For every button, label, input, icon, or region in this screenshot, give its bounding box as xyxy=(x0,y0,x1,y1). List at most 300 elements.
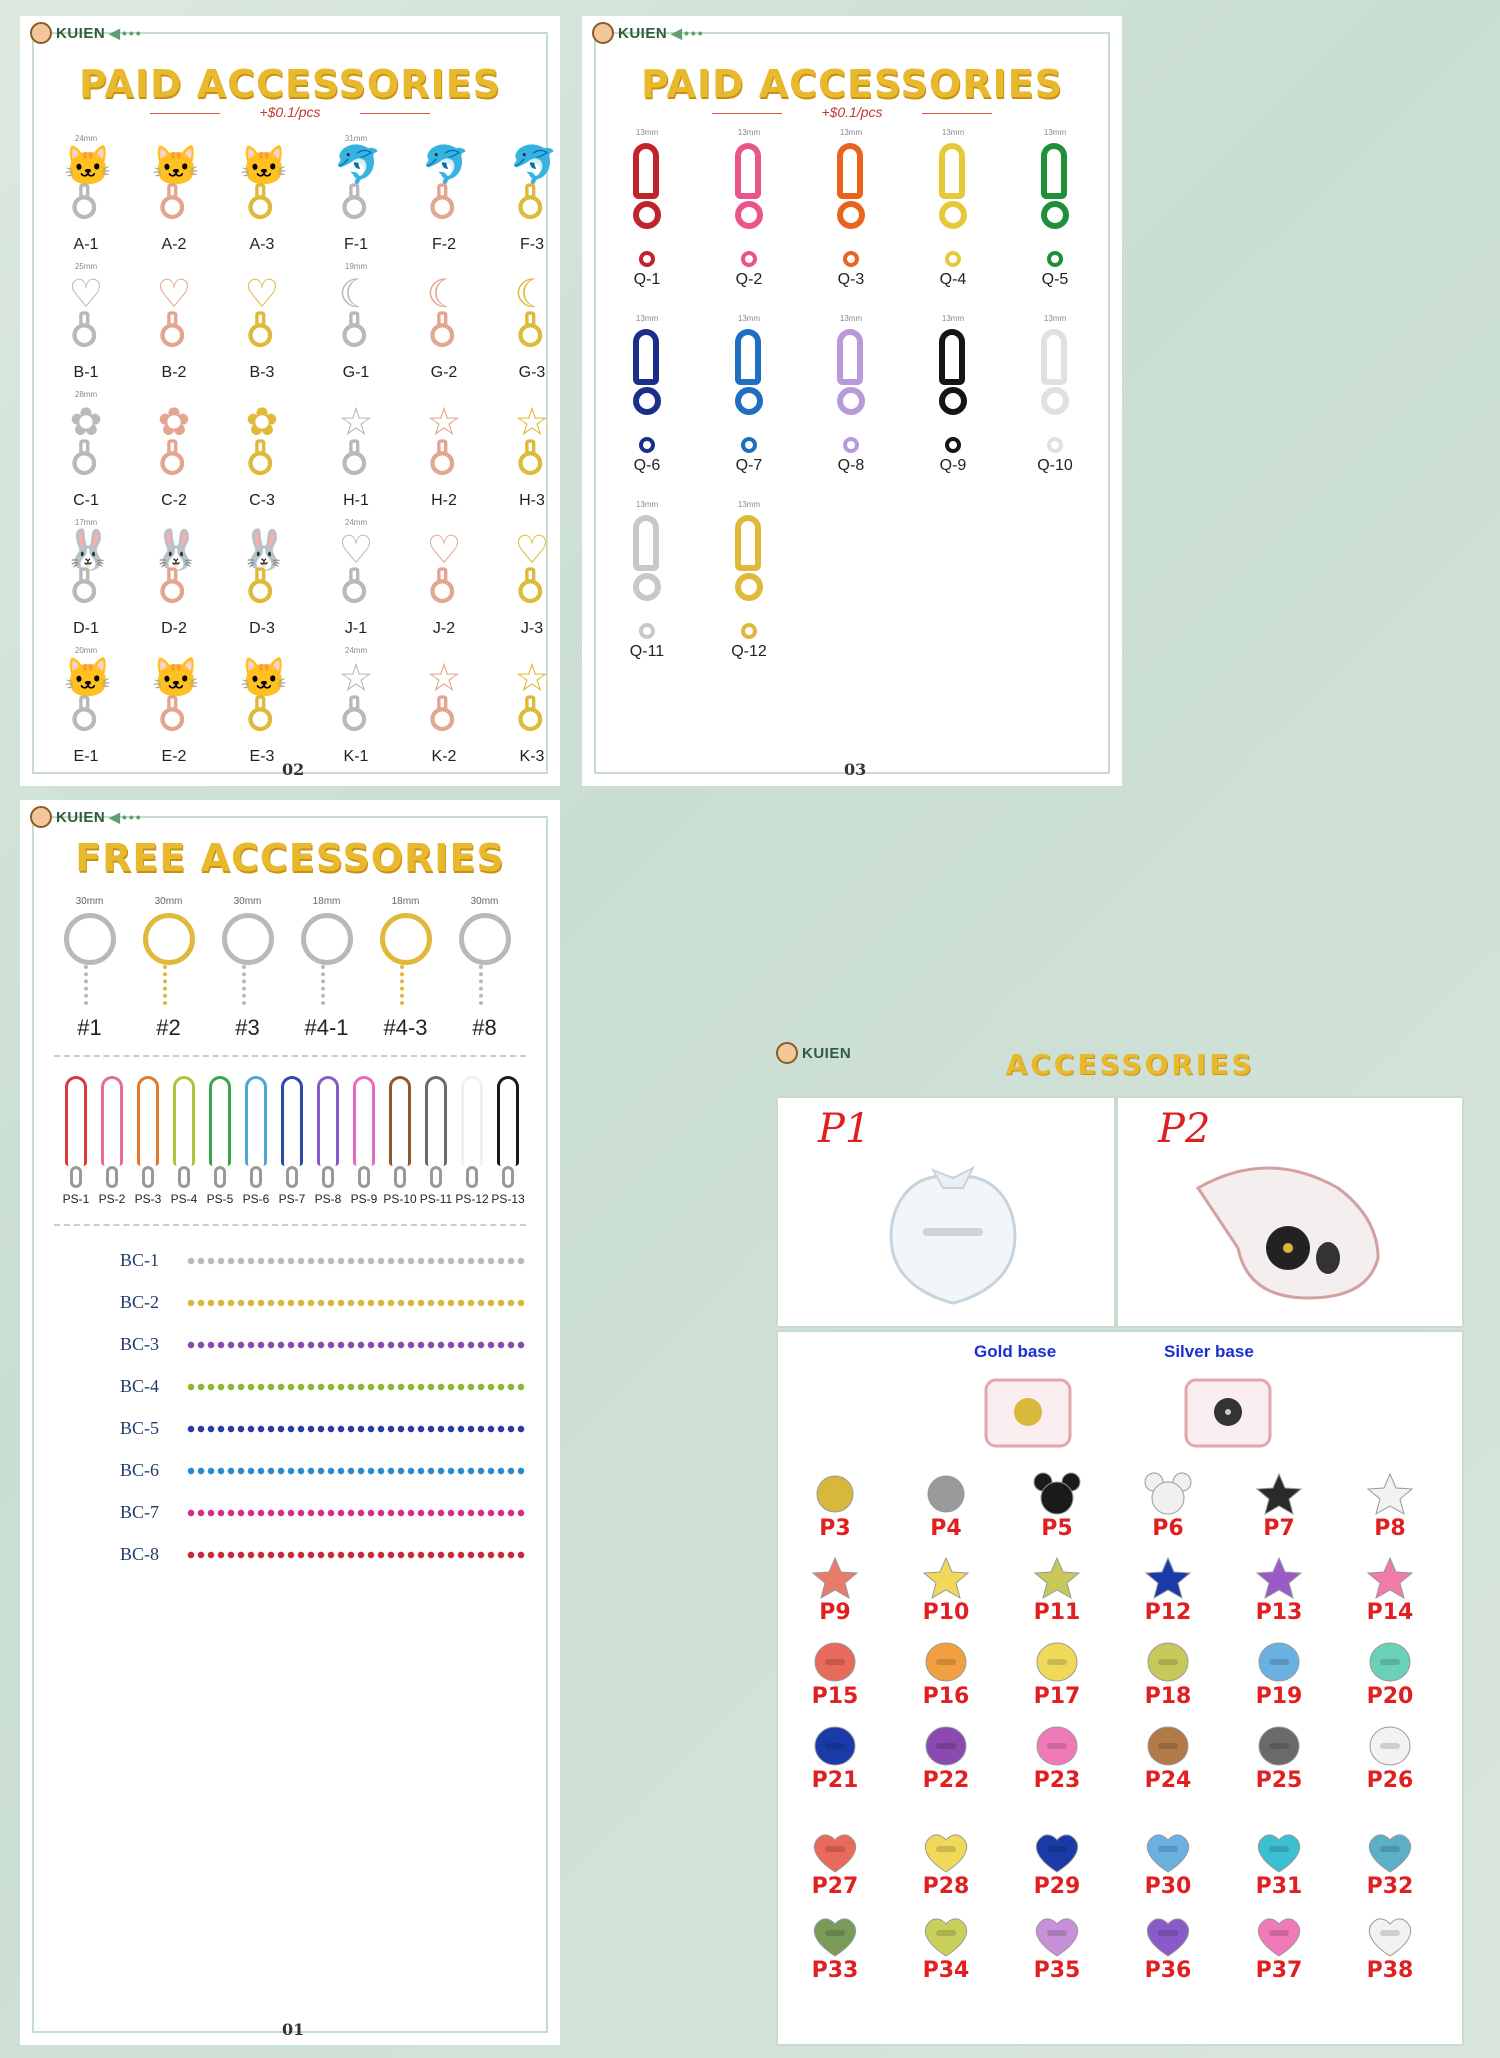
hook-item[interactable] xyxy=(130,518,218,646)
section-divider xyxy=(54,1055,526,1057)
pin-back-item[interactable] xyxy=(1123,1830,1213,1910)
clasp-body-icon xyxy=(1041,143,1067,199)
ball-chain-image xyxy=(186,1467,526,1475)
snap-hook-image xyxy=(331,399,382,487)
mascot-icon xyxy=(30,806,52,828)
snap-hook-image xyxy=(419,143,471,231)
item-code: #4-1 xyxy=(304,1015,349,1040)
hook-item[interactable] xyxy=(312,134,400,262)
pin-back-item[interactable] xyxy=(1012,1724,1102,1804)
item-code: PS-8 xyxy=(314,1192,342,1206)
phone-strap-item[interactable] xyxy=(130,1076,166,1216)
item-code: A-3 xyxy=(249,236,275,253)
clasp-icon xyxy=(502,1166,514,1188)
hook-item[interactable] xyxy=(312,390,400,518)
pin-back-item[interactable] xyxy=(1345,1472,1435,1552)
jump-ring-icon xyxy=(843,251,859,267)
dimension-label: 13mm xyxy=(635,128,659,137)
cat-icon: 🐱 xyxy=(151,143,201,188)
snap-hook-image xyxy=(149,655,201,743)
hook-item[interactable] xyxy=(130,134,218,262)
item-code: Q-6 xyxy=(633,457,661,474)
pin-back-item[interactable] xyxy=(1234,1724,1324,1804)
pin-back-item[interactable] xyxy=(1123,1914,1213,1994)
clasp-icon xyxy=(106,1166,118,1188)
hook-item[interactable] xyxy=(312,646,400,774)
item-code: B-1 xyxy=(73,364,99,381)
snap-hook-image xyxy=(61,655,113,743)
hook-item[interactable] xyxy=(400,646,488,774)
oval-pin-back-icon xyxy=(807,1640,863,1684)
chain-icon xyxy=(84,965,96,1005)
lobster-clasp-image xyxy=(729,329,769,429)
key-ring-icon xyxy=(143,913,195,965)
lobster-clasp-image xyxy=(627,515,667,615)
hook-item[interactable] xyxy=(400,262,488,390)
pin-back-item[interactable] xyxy=(790,1830,880,1910)
pin-back-item[interactable] xyxy=(1123,1724,1213,1804)
hook-item[interactable] xyxy=(488,518,576,646)
dimension-label: 13mm xyxy=(737,314,761,323)
ring-icon xyxy=(837,387,865,415)
hook-item[interactable] xyxy=(42,262,130,390)
star-icon: ☆ xyxy=(426,399,462,444)
clasp-item[interactable] xyxy=(596,500,698,670)
ball-chain-item[interactable] xyxy=(120,1460,526,1481)
oval-pin-back-icon xyxy=(918,1640,974,1684)
phone-strap-item[interactable] xyxy=(490,1076,526,1216)
mascot-icon xyxy=(592,22,614,44)
heart-pin-back-icon xyxy=(1251,1830,1307,1874)
p1-strawberry-pin-image xyxy=(873,1158,1033,1308)
hook-item[interactable] xyxy=(218,390,306,518)
clasp-item[interactable] xyxy=(800,314,902,484)
p1-panel xyxy=(776,1096,1116,1328)
clasp-icon xyxy=(430,1166,442,1188)
keyring-item[interactable] xyxy=(208,896,287,1076)
item-code: P21 xyxy=(811,1768,859,1793)
lobster-clasp-image xyxy=(729,143,769,243)
pin-back-item[interactable] xyxy=(1012,1830,1102,1910)
hook-item[interactable] xyxy=(488,390,576,518)
hook-item[interactable] xyxy=(400,390,488,518)
pin-back-item[interactable] xyxy=(790,1914,880,1994)
item-code: BC-1 xyxy=(120,1250,160,1270)
ring-icon xyxy=(430,707,454,731)
ring-icon xyxy=(430,323,454,347)
clasp-body-icon xyxy=(939,143,965,199)
item-code: Q-10 xyxy=(1037,457,1073,474)
ring-icon xyxy=(1041,201,1069,229)
moon-icon: ☾ xyxy=(514,271,550,316)
dimension-label: 13mm xyxy=(1043,128,1067,137)
ball-chain-item[interactable] xyxy=(120,1502,526,1523)
ball-chain-item[interactable] xyxy=(120,1544,526,1565)
hook-item[interactable] xyxy=(488,646,576,774)
dimension-label: 19mm xyxy=(344,262,368,271)
heart-icon: ♡ xyxy=(338,527,374,572)
clasp-item[interactable] xyxy=(698,500,800,670)
clasp-icon xyxy=(394,1166,406,1188)
keyring-item[interactable] xyxy=(366,896,445,1076)
item-code: P34 xyxy=(922,1958,970,1983)
item-code: C-3 xyxy=(249,492,275,509)
pin-back-item[interactable] xyxy=(901,1556,991,1636)
jump-ring-icon xyxy=(1047,437,1063,453)
pin-back-item[interactable] xyxy=(1123,1556,1213,1636)
phone-strap-item[interactable] xyxy=(346,1076,382,1216)
item-code: P9 xyxy=(819,1600,851,1625)
pin-back-item[interactable] xyxy=(1234,1830,1324,1910)
phone-strap-item[interactable] xyxy=(58,1076,94,1216)
oval-pin-back-icon xyxy=(1140,1724,1196,1768)
dimension-label: 30mm xyxy=(470,896,499,907)
snap-hook-image xyxy=(419,655,470,743)
ring-icon xyxy=(430,195,454,219)
item-code: PS-11 xyxy=(419,1192,453,1206)
pin-back-item[interactable] xyxy=(1345,1914,1435,1994)
hook-item[interactable] xyxy=(312,262,400,390)
pin-back-item[interactable] xyxy=(901,1640,991,1720)
item-code: BC-3 xyxy=(120,1334,160,1354)
brand-name: KUIEN xyxy=(802,1044,852,1062)
ring-icon xyxy=(248,451,272,475)
ring-icon xyxy=(342,451,366,475)
lobster-clasp-image xyxy=(627,143,667,243)
clasp-item[interactable] xyxy=(698,128,800,298)
ball-chain-image xyxy=(186,1299,526,1307)
ring-icon xyxy=(72,195,96,219)
page-number: 02 xyxy=(282,760,305,779)
ring-icon xyxy=(518,323,542,347)
item-code: Q-9 xyxy=(939,457,967,474)
keyring-item[interactable] xyxy=(287,896,366,1076)
price-subtitle: +$0.1/pcs xyxy=(821,104,883,120)
ball-chain-image xyxy=(186,1551,526,1559)
hook-item[interactable] xyxy=(130,646,218,774)
clasp-item[interactable] xyxy=(698,314,800,484)
hook-item[interactable] xyxy=(42,646,130,774)
jump-ring-icon xyxy=(639,437,655,453)
star-pin-back-icon xyxy=(1251,1556,1307,1600)
item-code: P16 xyxy=(922,1684,970,1709)
clasp-body-icon xyxy=(633,143,659,199)
item-code: G-1 xyxy=(342,364,370,381)
strap-loop-icon xyxy=(209,1076,231,1166)
item-code: E-1 xyxy=(73,748,99,765)
pin-back-item[interactable] xyxy=(1234,1556,1324,1636)
item-code: P10 xyxy=(922,1600,970,1625)
pin-back-item[interactable] xyxy=(1345,1830,1435,1910)
accessories-title: ACCESSORIES xyxy=(1005,1048,1255,1081)
ball-chain-item[interactable] xyxy=(120,1376,526,1397)
phone-strap-item[interactable] xyxy=(454,1076,490,1216)
strap-loop-icon xyxy=(101,1076,123,1166)
item-code: Q-8 xyxy=(837,457,865,474)
heart-icon: ♡ xyxy=(68,271,104,316)
ring-icon xyxy=(735,387,763,415)
phone-strap-item[interactable] xyxy=(418,1076,454,1216)
pin-back-item[interactable] xyxy=(1234,1914,1324,1994)
page-title: FREE ACCESSORIES xyxy=(75,836,505,880)
pin-back-item[interactable] xyxy=(901,1830,991,1910)
snap-hook-image xyxy=(149,527,201,615)
item-code: BC-8 xyxy=(120,1544,160,1564)
snap-hook-image xyxy=(507,143,559,231)
clasp-item[interactable] xyxy=(1004,314,1106,484)
phone-strap-item[interactable] xyxy=(382,1076,418,1216)
snap-hook-image xyxy=(419,399,470,487)
hook-item[interactable] xyxy=(400,518,488,646)
item-code: #1 xyxy=(77,1015,102,1040)
item-code: Q-11 xyxy=(629,643,665,660)
item-code: F-3 xyxy=(520,236,544,253)
page-title: PAID ACCESSORIES xyxy=(641,62,1063,106)
hook-item[interactable] xyxy=(42,390,130,518)
item-code: A-2 xyxy=(161,236,187,253)
item-code: P7 xyxy=(1263,1516,1295,1541)
p1-label: P1 xyxy=(818,1106,871,1152)
dimension-label: 18mm xyxy=(312,896,341,907)
brand-name: KUIEN xyxy=(56,24,106,42)
pin-back-item[interactable] xyxy=(1345,1724,1435,1804)
snap-hook-image xyxy=(149,271,200,359)
phone-strap-item[interactable] xyxy=(94,1076,130,1216)
item-code: B-2 xyxy=(161,364,187,381)
key-ring-icon xyxy=(222,913,274,965)
pin-back-item[interactable] xyxy=(901,1472,991,1552)
jump-ring-icon xyxy=(741,437,757,453)
pin-back-item[interactable] xyxy=(1012,1472,1102,1552)
pin-back-item[interactable] xyxy=(1012,1914,1102,1994)
phone-strap-item[interactable] xyxy=(238,1076,274,1216)
item-code: PS-1 xyxy=(62,1192,90,1206)
snap-hook-image xyxy=(61,399,112,487)
item-code: PS-10 xyxy=(383,1192,417,1206)
item-code: H-2 xyxy=(431,492,457,509)
jump-ring-icon xyxy=(945,437,961,453)
pin-back-item[interactable] xyxy=(790,1640,880,1720)
item-code: P28 xyxy=(922,1874,970,1899)
hook-item[interactable] xyxy=(312,518,400,646)
dimension-label: 31mm xyxy=(344,134,368,143)
item-code: P14 xyxy=(1366,1600,1414,1625)
pin-back-item[interactable] xyxy=(790,1724,880,1804)
item-code: BC-7 xyxy=(120,1502,160,1522)
item-code: J-1 xyxy=(344,620,368,637)
brand-logo xyxy=(30,806,143,828)
heart-pin-back-icon xyxy=(1251,1914,1307,1958)
keyring-item[interactable] xyxy=(445,896,524,1076)
item-code: Q-12 xyxy=(731,643,767,660)
clasp-icon xyxy=(178,1166,190,1188)
ball-chain-image xyxy=(186,1383,526,1391)
item-code: P38 xyxy=(1366,1958,1414,1983)
hook-item[interactable] xyxy=(130,390,218,518)
phone-strap-item[interactable] xyxy=(202,1076,238,1216)
dimension-label: 13mm xyxy=(839,128,863,137)
hook-item[interactable] xyxy=(400,134,488,262)
jump-ring-icon xyxy=(843,437,859,453)
star-icon: ☆ xyxy=(514,655,550,700)
item-code: G-2 xyxy=(430,364,458,381)
dimension-label: 30mm xyxy=(154,896,183,907)
pin-back-item[interactable] xyxy=(901,1914,991,1994)
dimension-label: 25mm xyxy=(74,262,98,271)
item-code: P22 xyxy=(922,1768,970,1793)
ring-icon xyxy=(939,201,967,229)
pin-back-item[interactable] xyxy=(1234,1472,1324,1552)
item-code: Q-3 xyxy=(837,271,865,288)
clasp-item[interactable] xyxy=(800,128,902,298)
clasp-body-icon xyxy=(735,143,761,199)
dimension-label: 13mm xyxy=(839,314,863,323)
oval-pin-back-icon xyxy=(1140,1640,1196,1684)
cat-icon: 🐱 xyxy=(239,655,289,700)
strap-loop-icon xyxy=(281,1076,303,1166)
page-02 xyxy=(20,16,560,786)
star-icon: ☆ xyxy=(426,655,462,700)
snap-hook-image xyxy=(419,527,470,615)
clasp-body-icon xyxy=(1041,329,1067,385)
hook-item[interactable] xyxy=(42,518,130,646)
hook-item[interactable] xyxy=(218,262,306,390)
item-code: P24 xyxy=(1144,1768,1192,1793)
dimension-label: 13mm xyxy=(737,500,761,509)
item-code: D-1 xyxy=(73,620,99,637)
snap-hook-image xyxy=(237,527,289,615)
item-code: PS-6 xyxy=(242,1192,270,1206)
item-code: K-1 xyxy=(343,748,369,765)
lobster-clasp-image xyxy=(933,143,973,243)
pin-back-item[interactable] xyxy=(1123,1472,1213,1552)
pin-back-item[interactable] xyxy=(901,1724,991,1804)
brand-logo xyxy=(30,22,143,44)
item-code: F-1 xyxy=(344,236,368,253)
ring-icon xyxy=(248,195,272,219)
subtitle-line-right xyxy=(360,113,430,114)
item-code: PS-4 xyxy=(170,1192,198,1206)
item-code: E-3 xyxy=(249,748,275,765)
pin-back-item[interactable] xyxy=(1345,1640,1435,1720)
section-divider xyxy=(54,1224,526,1226)
round-pin-back-icon xyxy=(918,1472,974,1516)
ball-chain-image xyxy=(186,1509,526,1517)
dimension-label: 30mm xyxy=(233,896,262,907)
item-code: Q-5 xyxy=(1041,271,1069,288)
item-code: BC-4 xyxy=(120,1376,160,1396)
item-code: K-2 xyxy=(431,748,457,765)
phone-strap-item[interactable] xyxy=(274,1076,310,1216)
ring-icon xyxy=(72,579,96,603)
pin-back-item[interactable] xyxy=(1123,1640,1213,1720)
dimension-label: 24mm xyxy=(74,134,98,143)
clasp-item[interactable] xyxy=(902,128,1004,298)
item-code: PS-9 xyxy=(350,1192,378,1206)
chain-icon xyxy=(242,965,254,1005)
item-code: P32 xyxy=(1366,1874,1414,1899)
item-code: K-3 xyxy=(519,748,545,765)
lobster-clasp-image xyxy=(831,143,871,243)
hook-item[interactable] xyxy=(218,134,306,262)
star-icon: ☆ xyxy=(338,655,374,700)
phone-strap-item[interactable] xyxy=(166,1076,202,1216)
ball-chain-item[interactable] xyxy=(120,1418,526,1439)
clasp-icon xyxy=(250,1166,262,1188)
pin-back-item[interactable] xyxy=(1234,1640,1324,1720)
item-code: P37 xyxy=(1255,1958,1303,1983)
item-code: PS-5 xyxy=(206,1192,234,1206)
arrow-dots-icon: ◀••• xyxy=(109,808,143,825)
dimension-label: 20mm xyxy=(74,646,98,655)
clasp-body-icon xyxy=(837,329,863,385)
price-subtitle: +$0.1/pcs xyxy=(259,104,321,120)
dimension-label: 24mm xyxy=(344,646,368,655)
keyring-item[interactable] xyxy=(50,896,129,1076)
ring-icon xyxy=(518,579,542,603)
pin-back-item[interactable] xyxy=(1012,1556,1102,1636)
clasp-item[interactable] xyxy=(902,314,1004,484)
ring-icon xyxy=(633,387,661,415)
item-code: P12 xyxy=(1144,1600,1192,1625)
clasp-item[interactable] xyxy=(596,128,698,298)
snap-hook-image xyxy=(61,527,113,615)
clasp-body-icon xyxy=(633,515,659,571)
pin-back-item[interactable] xyxy=(790,1472,880,1552)
dimension-label: 13mm xyxy=(635,314,659,323)
item-code: PS-7 xyxy=(278,1192,306,1206)
hook-item[interactable] xyxy=(488,262,576,390)
clasp-item[interactable] xyxy=(1004,128,1106,298)
item-code: P20 xyxy=(1366,1684,1414,1709)
jump-ring-icon xyxy=(741,251,757,267)
oval-pin-back-icon xyxy=(1029,1640,1085,1684)
ball-chain-item[interactable] xyxy=(120,1292,526,1313)
hook-item[interactable] xyxy=(488,134,576,262)
item-code: #8 xyxy=(472,1015,497,1040)
backs-panel xyxy=(776,1330,1464,2046)
ring-icon xyxy=(342,579,366,603)
keyring-item[interactable] xyxy=(129,896,208,1076)
pin-back-item[interactable] xyxy=(1012,1640,1102,1720)
snap-hook-image xyxy=(237,655,289,743)
ball-chain-item[interactable] xyxy=(120,1334,526,1355)
hook-item[interactable] xyxy=(218,518,306,646)
star-icon: ☆ xyxy=(338,399,374,444)
hook-item[interactable] xyxy=(42,134,130,262)
pin-back-item[interactable] xyxy=(790,1556,880,1636)
phone-strap-item[interactable] xyxy=(310,1076,346,1216)
item-code: Q-4 xyxy=(939,271,967,288)
gold-base-label: Gold base xyxy=(974,1342,1057,1361)
bunny-icon: 🐰 xyxy=(151,527,201,572)
clasp-item[interactable] xyxy=(596,314,698,484)
hook-item[interactable] xyxy=(130,262,218,390)
key-ring-icon xyxy=(459,913,511,965)
hook-item[interactable] xyxy=(218,646,306,774)
dimension-label: 13mm xyxy=(737,128,761,137)
dimension-label: 17mm xyxy=(74,518,98,527)
key-ring-icon xyxy=(64,913,116,965)
snap-hook-image xyxy=(507,399,558,487)
chain-icon xyxy=(163,965,175,1005)
flower-icon: ✿ xyxy=(69,399,103,444)
pin-back-item[interactable] xyxy=(1345,1556,1435,1636)
ring-icon xyxy=(518,707,542,731)
chain-icon xyxy=(479,965,491,1005)
ball-chain-item[interactable] xyxy=(120,1250,526,1271)
item-code: P6 xyxy=(1152,1516,1184,1541)
